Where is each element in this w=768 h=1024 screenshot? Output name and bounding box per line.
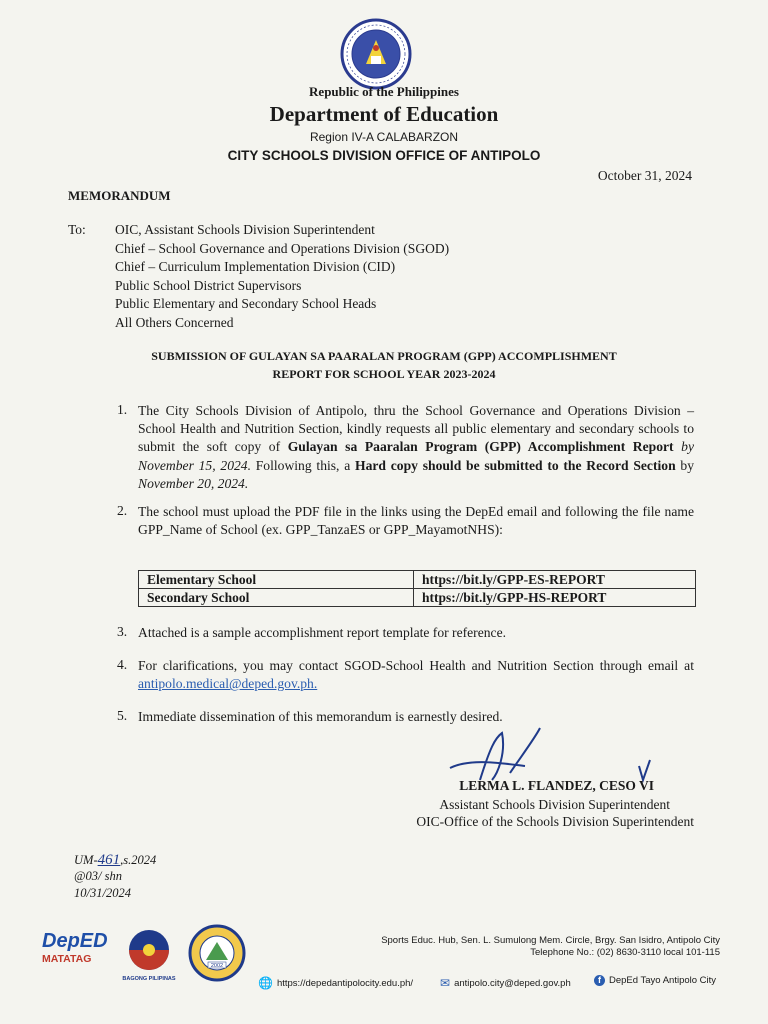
- handwritten-number: 461: [97, 852, 121, 868]
- signatory-title: Assistant Schools Division Superintendent: [439, 797, 670, 812]
- link-cell[interactable]: https://bit.ly/GPP-HS-REPORT: [414, 589, 696, 607]
- website-text: https://depedantipolocity.edu.ph/: [276, 977, 414, 989]
- region-line: Region IV-A CALABARZON: [309, 130, 459, 144]
- signatory-name: LERMA L. FLANDEZ, CESO VI: [459, 778, 654, 793]
- text-bold: Hard copy should be submitted to the Record Section: [355, 457, 676, 473]
- recipient: All Others Concerned: [115, 314, 234, 330]
- text: For clarifications, you may contact SGOD-School Health and Nutrition Section through email at: [138, 658, 694, 673]
- deped-seal-icon: [340, 18, 412, 90]
- text: Following this, a: [250, 457, 356, 473]
- footer-address: Sports Educ. Hub, Sen. L. Sumulong Mem. Circle, Brgy. San Isidro, Antipolo City: [381, 935, 720, 946]
- footer-website[interactable]: [258, 976, 413, 990]
- upload-links-table: [138, 570, 696, 607]
- footer-facebook[interactable]: [594, 975, 716, 986]
- item-number: 3.: [117, 624, 128, 639]
- memo-date: October 31, 2024: [597, 168, 692, 183]
- initials-line: @03/ shn: [74, 869, 122, 883]
- item-1-paragraph: [138, 402, 694, 493]
- reference-date: 10/31/2024: [74, 886, 131, 900]
- republic-line: Republic of the Philippines: [309, 84, 459, 99]
- text: UM-: [74, 853, 98, 867]
- to-label: To:: [68, 222, 86, 237]
- item-5-paragraph: Immediate dissemination of this memorandum is earnestly desired.: [138, 709, 503, 724]
- facebook-icon: f: [594, 975, 605, 986]
- text: The City Schools Division of Antipolo, thru the School Governance and Operations Division – School Health and Nutrition Section, kindly requests all public elementary and secondary schools to submit the soft copy of: [138, 403, 694, 455]
- subject-line: SUBMISSION OF GULAYAN SA PAARALAN PROGRAM (GPP) ACCOMPLISHMENT: [151, 349, 617, 363]
- email-text: antipolo.city@deped.gov.ph: [454, 977, 571, 989]
- text: ,s.2024: [120, 853, 157, 867]
- item-2-paragraph: The school must upload the PDF file in the links using the DepEd email and following the file name GPP_Name of School (ex. GPP_TanzaES or GPP_MayamotNHS):: [138, 504, 694, 538]
- footer-telephone: Telephone No.: (02) 8630-3110 local 101-115: [530, 947, 720, 958]
- recipient: Chief – School Governance and Operations Division (SGOD): [115, 240, 450, 256]
- text-italic: by November 15, 2024.: [138, 439, 694, 473]
- office-title: CITY SCHOOLS DIVISION OFFICE OF ANTIPOLO: [227, 148, 541, 163]
- text-bold: Gulayan sa Paaralan Program (GPP) Accomplishment Report: [287, 439, 674, 455]
- recipient-list: [115, 222, 449, 333]
- footer-email[interactable]: [440, 976, 571, 990]
- recipient: Public Elementary and Secondary School Heads: [115, 296, 377, 311]
- text-italic: November 20, 2024.: [138, 475, 249, 491]
- email-link[interactable]: antipolo.medical@deped.gov.ph.: [138, 676, 318, 692]
- seal-year: 2002: [210, 963, 224, 969]
- item-number: 5.: [117, 708, 128, 723]
- memo-number: [74, 852, 156, 869]
- logo-text: DepED: [42, 930, 108, 952]
- recipient: Public School District Supervisors: [115, 277, 302, 293]
- recipient: Chief – Curriculum Implementation Division (CID): [115, 259, 396, 274]
- item-number: 2.: [117, 503, 128, 518]
- text: by: [675, 457, 694, 473]
- recipient: OIC, Assistant Schools Division Superintendent: [115, 222, 375, 237]
- school-cell: Secondary School: [139, 589, 414, 607]
- facebook-text: DepEd Tayo Antipolo City: [609, 975, 717, 986]
- table-row: [139, 589, 696, 607]
- signatory-office: OIC-Office of the Schools Division Superintendent: [416, 814, 694, 829]
- memo-subject: [0, 347, 768, 383]
- table-row: [139, 571, 696, 589]
- subject-line: REPORT FOR SCHOOL YEAR 2023-2024: [272, 367, 496, 381]
- memo-label: MEMORANDUM: [68, 188, 171, 203]
- logo-text: BAGONG PILIPINAS: [122, 976, 176, 982]
- school-cell: Elementary School: [139, 571, 414, 589]
- globe-icon: 🌐: [258, 976, 273, 990]
- item-number: 1.: [117, 402, 128, 417]
- division-seal-icon: [188, 924, 246, 982]
- logo-text: MATATAG: [42, 953, 92, 965]
- link-cell[interactable]: https://bit.ly/GPP-ES-REPORT: [414, 571, 696, 589]
- item-4-paragraph: [138, 657, 694, 693]
- bagong-pilipinas-icon: [122, 926, 176, 972]
- department-title: Department of Education: [269, 102, 499, 126]
- bagong-pilipinas-logo: [118, 926, 180, 988]
- deped-matatag-logo: [42, 930, 112, 988]
- mail-icon: ✉: [440, 976, 451, 990]
- item-3-paragraph: Attached is a sample accomplishment report template for reference.: [138, 625, 507, 640]
- item-number: 4.: [117, 657, 128, 672]
